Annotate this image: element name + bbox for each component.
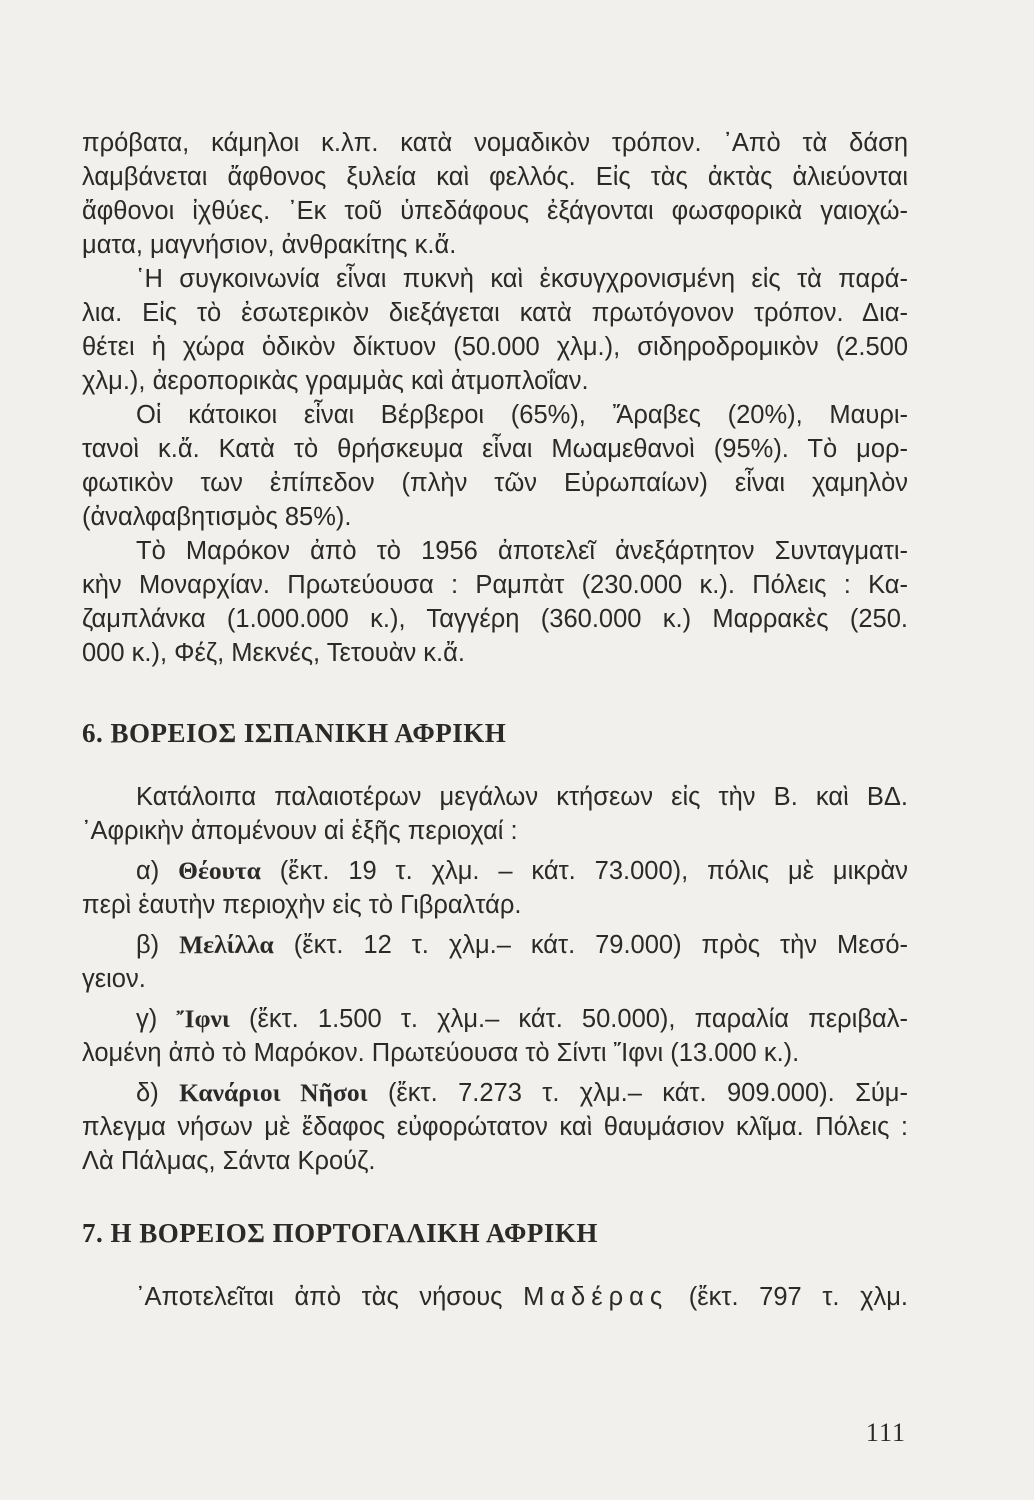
list-marker: β) <box>136 931 160 959</box>
section-6-body <box>82 780 908 1178</box>
text-line: ᾽Αφρικὴν ἀπομένουν αἱ ἑξῆς περιοχαί : <box>82 817 518 845</box>
spaced-word: Μαδέρας <box>523 1283 669 1311</box>
section-6-heading: 6. ΒΟΡΕΙΟΣ ΙΣΠΑΝΙΚΗ ΑΦΡΙΚΗ <box>82 718 507 748</box>
intro-paragraphs <box>82 126 908 670</box>
text-line: πλεγμα νήσων μὲ ἔδαφος εὐφορώτατον καὶ θαυμάσιον κλῖμα. Πόλεις : <box>82 1113 908 1141</box>
item-text: (ἔκτ. 7.273 τ. χλμ.– κάτ. 909.000). Σύμ- <box>387 1079 908 1107</box>
text-line: ἄφθονοι ἰχθύες. ᾽Εκ τοῦ ὑπεδάφους ἐξάγονται φωσφορικὰ γαιοχώ- <box>82 197 908 225</box>
text-line: τανοὶ κ.ἄ. Κατὰ τὸ θρήσκευμα εἶναι Μωαμεθανοὶ (95%). Τὸ μορ- <box>82 435 908 463</box>
term-melilla: Μελίλλα <box>179 930 274 959</box>
section-7-heading: 7. Η ΒΟΡΕΙΟΣ ΠΟΡΤΟΓΑΛΙΚΗ ΑΦΡΙΚΗ <box>82 1218 598 1248</box>
item-text: (ἔκτ. 12 τ. χλμ.– κάτ. 79.000) πρὸς τὴν Μεσό- <box>293 931 908 959</box>
text-line: ματα, μαγνήσιον, ἀνθρακίτης κ.ἄ. <box>82 231 457 259</box>
text-line: θέτει ἡ χώρα ὁδικὸν δίκτυον (50.000 χλμ.), σιδηροδρομικὸν (2.500 <box>82 333 908 361</box>
section-7-first-line <box>82 1280 908 1314</box>
text-line: κὴν Μοναρχίαν. Πρωτεύουσα : Ραμπὰτ (230.000 κ.). Πόλεις : Κα- <box>82 571 908 599</box>
intro-text: ᾽Αποτελεῖται ἀπὸ τὰς νήσους <box>136 1283 503 1311</box>
term-theouta: Θέουτα <box>178 856 261 885</box>
text-line: ῾Η συγκοινωνία εἶναι πυκνὴ καὶ ἐκσυγχρονισμένη εἰς τὰ παρά- <box>136 265 908 293</box>
text-line: ζαμπλάνκα (1.000.000 κ.), Ταγγέρη (360.000 κ.) Μαρρακὲς (250. <box>82 605 908 633</box>
text-line: λαμβάνεται ἄφθονος ξυλεία καὶ φελλός. Εἰς τὰς ἀκτὰς ἁλιεύονται <box>82 163 908 191</box>
text-line: χλμ.), ἀεροπορικὰς γραμμὰς καὶ ἀτμοπλοΐαν. <box>82 367 589 395</box>
item-text: (ἔκτ. 1.500 τ. χλμ.– κάτ. 50.000), παραλία περιβαλ- <box>248 1005 908 1033</box>
item-text: (ἔκτ. 19 τ. χλμ. – κάτ. 73.000), πόλις μὲ μικρὰν <box>279 857 908 885</box>
tail-text: (ἔκτ. 797 τ. χλμ. <box>688 1283 908 1311</box>
text-line: λομένη ἀπὸ τὸ Μαρόκον. Πρωτεύουσα τὸ Σίντι Ἴφνι (13.000 κ.). <box>82 1039 800 1067</box>
text-line: πρόβατα, κάμηλοι κ.λπ. κατὰ νομαδικὸν τρόπον. ᾽Απὸ τὰ δάση <box>82 129 908 157</box>
text-line: περὶ ἑαυτὴν περιοχὴν εἰς τὸ Γιβραλτάρ. <box>82 891 522 919</box>
text-line: γειον. <box>82 965 146 993</box>
text-line: Λὰ Πάλμας, Σάντα Κρούζ. <box>82 1147 376 1175</box>
list-marker: α) <box>136 857 160 885</box>
text-line: λια. Εἰς τὸ ἐσωτερικὸν διεξάγεται κατὰ πρωτόγονον τρόπον. Δια- <box>82 299 908 327</box>
list-marker: δ) <box>136 1079 159 1107</box>
text-line: 000 κ.), Φέζ, Μεκνές, Τετουὰν κ.ἄ. <box>82 639 465 667</box>
term-canary-islands: Κανάριοι Νῆσοι <box>179 1078 368 1107</box>
text-line: Τὸ Μαρόκον ἀπὸ τὸ 1956 ἀποτελεῖ ἀνεξάρτητον Συνταγματι- <box>136 537 908 565</box>
text-line: φωτικὸν των ἐπίπεδον (πλὴν τῶν Εὐρωπαίων) εἶναι χαμηλὸν <box>82 469 908 497</box>
text-line: (ἀναλφαβητισμὸς 85%). <box>82 503 352 531</box>
list-item-ifni <box>82 1002 908 1036</box>
page-body <box>82 126 908 1314</box>
text-line: Κατάλοιπα παλαιοτέρων μεγάλων κτήσεων εἰς τὴν Β. καὶ ΒΔ. <box>136 783 908 811</box>
list-marker: γ) <box>136 1005 158 1033</box>
text-line: Οἱ κάτοικοι εἶναι Βέρβεροι (65%), Ἄραβες (20%), Μαυρι- <box>136 401 908 429</box>
list-item-canary-islands <box>82 1076 908 1110</box>
list-item-theouta <box>82 854 908 888</box>
list-item-melilla <box>82 928 908 962</box>
term-ifni: Ἴφνι <box>176 1004 230 1033</box>
page-number: 111 <box>865 1418 906 1447</box>
